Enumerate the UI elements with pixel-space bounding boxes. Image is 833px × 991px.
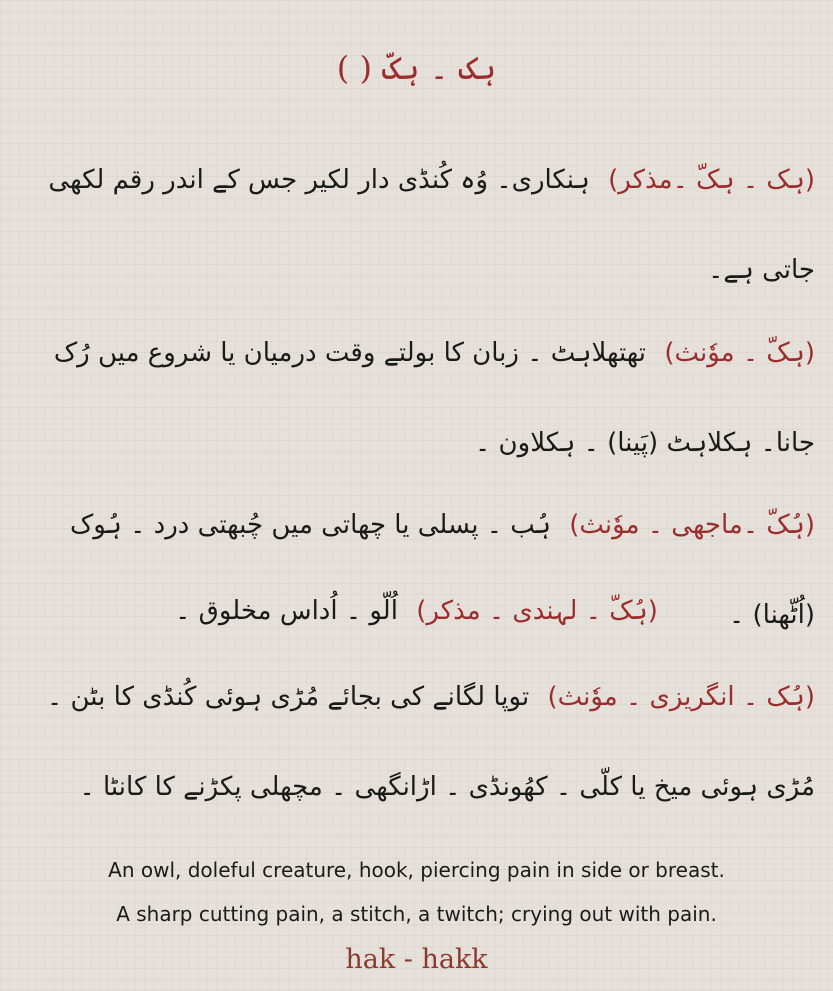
definition-entry-2	[18, 308, 815, 488]
definition-text: ہُب ۔ پسلی یا چھاتی میں چُبھتی درد ۔ ہُوک (اُٹّھنا) ۔	[69, 510, 815, 630]
grammar-tag: (ہُک ۔ انگریزی ۔ موٗنث)	[547, 682, 815, 712]
transliteration: hak - hakk	[345, 944, 488, 975]
grammar-tag: (ہُکّ ۔ماجھی ۔ موٗنث)	[569, 510, 815, 540]
definition-text: توپا لگانے کی بجائے مُڑی ہوئی کُنڈی کا بٹن ۔ مُڑی ہوئی میخ یا کلّی ۔ کھُونڈی ۔ اڑانگھی ۔ مچھلی پکڑنے کا کانٹا ۔	[47, 682, 815, 802]
headword-title: ہک ۔ ہکّ ( )	[336, 49, 497, 87]
english-definition-line-1: An owl, doleful creature, hook, piercing pain in side or breast.	[108, 858, 725, 882]
definition-text: تھتھلاہٹ ۔ زبان کا بولتے وقت درمیان یا شروع میں رُک جانا۔ ہکلاہٹ (پَینا) ۔ ہکلاون ۔	[53, 338, 815, 458]
definition-entry-1	[18, 135, 815, 315]
definition-entry-4	[18, 566, 815, 656]
grammar-tag: (ہکّ ۔ موٗنث)	[664, 338, 815, 368]
definition-text: اُلّو ۔ اُداس مخلوق ۔	[175, 596, 398, 626]
grammar-tag: (ہُکّ ۔ لہندی ۔ مذکر)	[416, 596, 658, 626]
definition-entry-5	[18, 652, 815, 832]
english-definition-line-2: A sharp cutting pain, a stitch, a twitch; crying out with pain.	[116, 902, 717, 926]
definition-text: ہنکاری۔ وُہ کُنڈی دار لکیر جس کے اندر رقم لکھی جاتی ہے۔	[48, 165, 815, 285]
grammar-tag: (ہک ۔ ہکّ ۔مذکر)	[608, 165, 815, 195]
